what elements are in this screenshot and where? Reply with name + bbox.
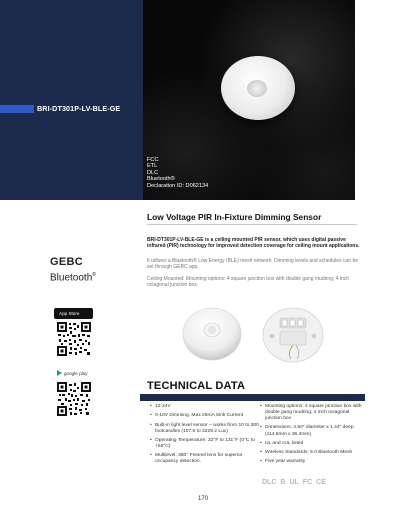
divider bbox=[147, 224, 357, 225]
model-number: BRI-DT301P-LV-BLE-GE bbox=[37, 104, 121, 113]
spec-item: • 0-10V Dimming, Max 25mA Sink Current bbox=[150, 413, 260, 419]
app-store-badge[interactable] bbox=[54, 308, 93, 319]
technical-data-bar bbox=[140, 394, 365, 401]
cert-line: Bluetooth® bbox=[147, 176, 175, 183]
app-store-label: App Store bbox=[59, 311, 80, 316]
specs-right-list bbox=[260, 404, 365, 469]
mounting-paragraph: Ceiling Mounted: Mounting options: 4 square junction box with double gang mudring; 4 inch octagonal junction box. bbox=[147, 276, 350, 289]
spec-item: • Wireless Standards: 5.0 Bluetooth Mesh bbox=[260, 450, 365, 456]
bluetooth-cert-logo: B bbox=[280, 478, 286, 486]
intro-paragraph bbox=[147, 237, 362, 250]
spec-item: • Five year warranty bbox=[260, 459, 365, 465]
certification-logos bbox=[262, 477, 362, 487]
google-play-qr-code[interactable] bbox=[57, 382, 91, 416]
ce-logo: CE bbox=[316, 478, 326, 486]
ul-logo: UL bbox=[289, 478, 299, 486]
cert-line: ETL bbox=[147, 163, 158, 170]
play-icon bbox=[57, 370, 62, 376]
specs-left-list bbox=[150, 404, 260, 469]
product-title: Low Voltage PIR In-Fixture Dimming Sensor bbox=[147, 212, 322, 222]
spec-item: • Dimensions: 4.50" diameter x 1.44" deep (114.5mm x 36.4mm) bbox=[260, 425, 365, 437]
intro-bold: BRI-DT301P-LV-BLE-GE is a ceiling mounted PIR sensor, which uses digital passive infrared (PIR) technology for improved detection coverage for ceiling mount applications. bbox=[147, 237, 360, 250]
technical-data-heading: TECHNICAL DATA bbox=[147, 380, 246, 392]
spec-item: • Multilevel, 360° Fresnel lens for superior occupancy detection. bbox=[150, 453, 260, 465]
sensor-back-image bbox=[260, 300, 326, 366]
ble-paragraph: It utilizes a Bluetooth® Low Energy (BLE) mesh network. Dimming levels and schedules can be set through GEBC app. bbox=[147, 258, 359, 271]
google-play-badge[interactable] bbox=[54, 368, 98, 378]
sensor-lens bbox=[247, 80, 267, 97]
spec-item: • Built-in light level sensor – works from 10 to 300 footcandles (107.6 to 3229.2 Lux) bbox=[150, 423, 260, 435]
dlc-logo: DLC bbox=[262, 478, 277, 486]
certifications-list bbox=[147, 157, 208, 189]
spec-item: • Operating Temperature: 32°F to 131°F (0°C to +55°C) bbox=[150, 438, 260, 450]
bluetooth-logo bbox=[50, 272, 96, 283]
page-number: 170 bbox=[198, 496, 209, 502]
registered-mark: ® bbox=[92, 272, 96, 278]
bluetooth-wordmark: Bluetooth bbox=[50, 272, 93, 284]
spec-item: • Mounting options: 4 square junction box with double gang mudring; 4 inch octagonal junction box bbox=[260, 404, 365, 422]
spec-item: • 12-24V bbox=[150, 404, 260, 410]
gebc-logo: GEBC bbox=[50, 256, 83, 268]
hero-photo bbox=[143, 0, 355, 200]
google-play-label: google play bbox=[64, 370, 88, 376]
fcc-logo: FC bbox=[302, 478, 313, 486]
cert-line: Declaration ID: D062134 bbox=[147, 182, 209, 189]
accent-bar bbox=[0, 105, 34, 113]
hero-panel bbox=[0, 0, 143, 200]
spec-item: • UL and cUL listed bbox=[260, 441, 365, 447]
sensor-front-image bbox=[180, 300, 244, 364]
cert-line: FCC bbox=[147, 157, 159, 163]
app-store-qr-code[interactable] bbox=[57, 322, 91, 356]
cert-line: DLC bbox=[147, 169, 159, 176]
